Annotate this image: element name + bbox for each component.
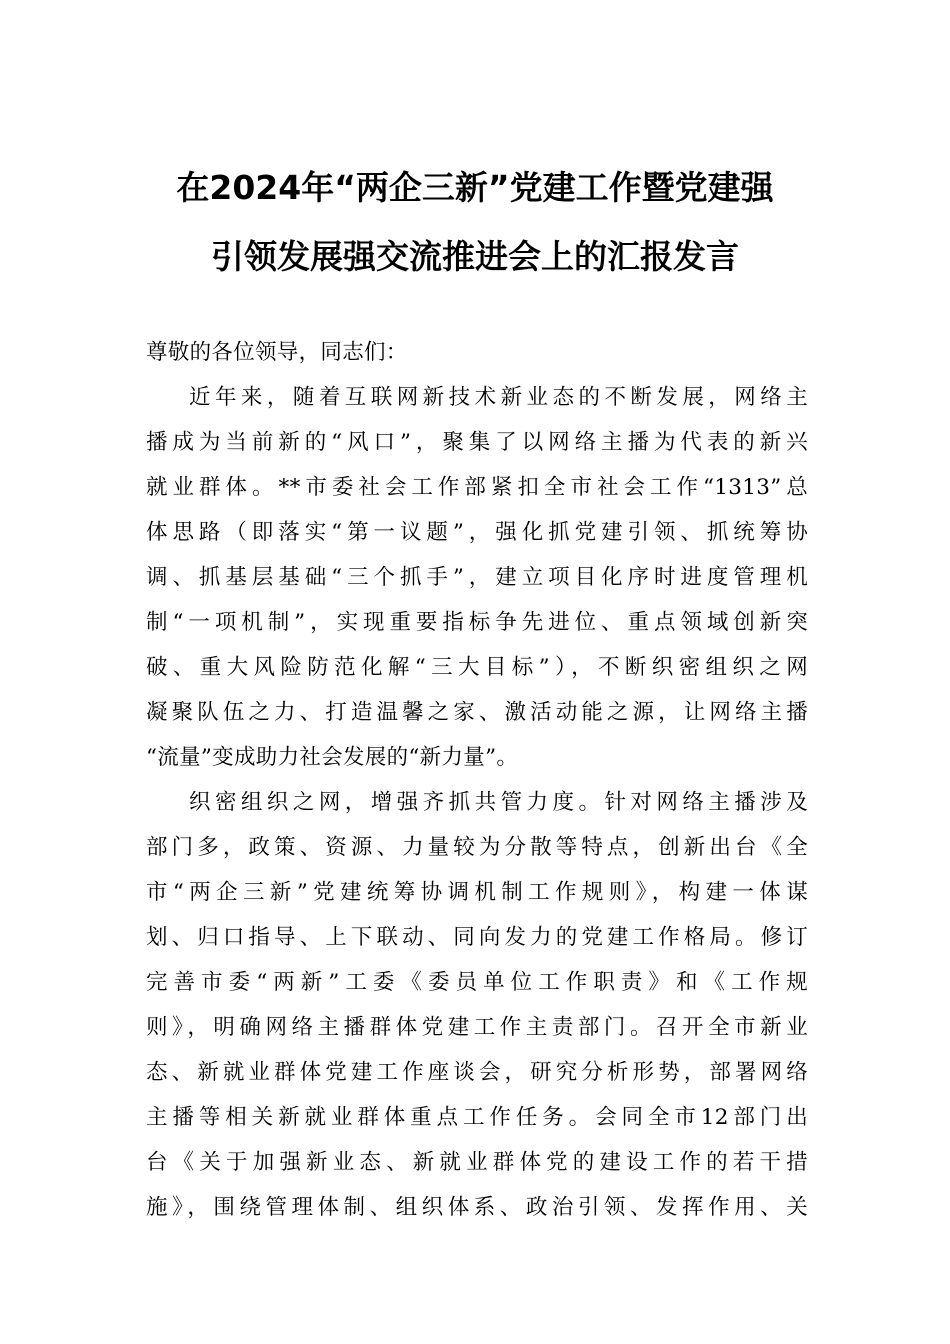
paragraph-line: 态、新就业群体党建工作座谈会，研究分析形势，部署网络 bbox=[146, 1060, 808, 1085]
paragraph-line: 主播等相关新就业群体重点工作任务。会同全市12部门出 bbox=[146, 1105, 808, 1130]
paragraph-line: 制“一项机制”，实现重要指标争先进位、重点领域创新突 bbox=[146, 610, 808, 635]
paragraph-1 bbox=[146, 375, 808, 780]
paragraph-line: 织密组织之网，增强齐抓共管力度。针对网络主播涉及 bbox=[189, 790, 808, 815]
paragraph-2 bbox=[146, 780, 808, 1230]
paragraph-line: 体思路（即落实“第一议题”，强化抓党建引领、抓统筹协 bbox=[146, 520, 808, 545]
document-body bbox=[146, 330, 808, 1230]
paragraph-line: 市“两企三新”党建统筹协调机制工作规则》，构建一体谋 bbox=[146, 880, 808, 905]
paragraph-line: 凝聚队伍之力、打造温馨之家、激活动能之源，让网络主播 bbox=[146, 700, 808, 725]
paragraph-line: “流量”变成助力社会发展的“新力量”。 bbox=[146, 745, 519, 770]
paragraph-line: 破、重大风险防范化解“三大目标”），不断织密组织之网 bbox=[146, 655, 808, 680]
paragraph-line: 台《关于加强新业态、新就业群体党的建设工作的若干措 bbox=[146, 1150, 808, 1175]
document-title-line-1: 在2024年“两企三新”党建工作暨党建强 bbox=[176, 168, 774, 207]
salutation: 尊敬的各位领导，同志们： bbox=[146, 340, 408, 365]
paragraph-line: 部门多，政策、资源、力量较为分散等特点，创新出台《全 bbox=[146, 835, 808, 860]
paragraph-line: 划、归口指导、上下联动、同向发力的党建工作格局。修订 bbox=[146, 925, 808, 950]
document-title-line-2: 引领发展强交流推进会上的汇报发言 bbox=[211, 237, 739, 276]
paragraph-line: 播成为当前新的“风口”，聚集了以网络主播为代表的新兴 bbox=[146, 430, 808, 455]
paragraph-line: 施》，围绕管理体制、组织体系、政治引领、发挥作用、关 bbox=[146, 1195, 808, 1220]
paragraph-line: 完善市委“两新”工委《委员单位工作职责》和《工作规 bbox=[146, 970, 808, 995]
paragraph-line: 近年来，随着互联网新技术新业态的不断发展，网络主 bbox=[189, 385, 808, 410]
paragraph-line: 调、抓基层基础“三个抓手”，建立项目化序时进度管理机 bbox=[146, 565, 808, 590]
paragraph-line: 则》，明确网络主播群体党建工作主责部门。召开全市新业 bbox=[146, 1015, 808, 1040]
paragraph-line: 就业群体。**市委社会工作部紧扣全市社会工作“1313”总 bbox=[146, 475, 808, 500]
